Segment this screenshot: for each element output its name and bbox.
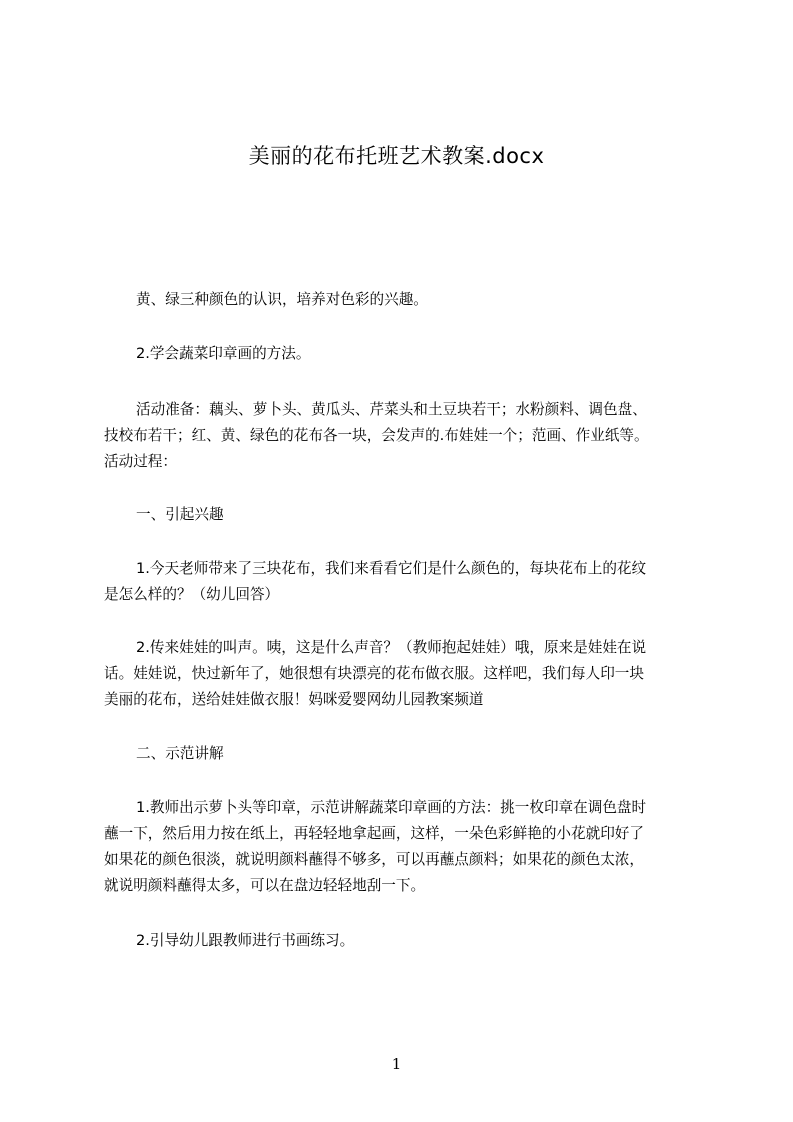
text-line: 是怎么样的？（幼儿回答） bbox=[104, 586, 280, 603]
section-heading-demonstration bbox=[104, 741, 704, 767]
text-line: 如果花的颜色很淡，就说明颜料蘸得不够多，可以再蘸点颜料；如果花的颜色太浓， bbox=[104, 851, 644, 868]
text-line: 美丽的花布，送给娃娃做衣服！妈咪爱婴网幼儿园教案频道 bbox=[104, 691, 484, 708]
text-line: 活动过程： bbox=[104, 453, 177, 470]
paragraph-step-1-1 bbox=[104, 556, 704, 608]
text-line: 2.学会蔬菜印章画的方法。 bbox=[136, 345, 311, 362]
paragraph-preparation bbox=[104, 397, 704, 475]
paragraph-step-2-2 bbox=[104, 928, 704, 954]
page-number: 1 bbox=[391, 1055, 402, 1073]
document-title: 美丽的花布托班艺术教案.docx bbox=[248, 144, 545, 168]
text-line: 1.教师出示萝卜头等印章，示范讲解蔬菜印章画的方法：挑一枚印章在调色盘时 bbox=[136, 799, 647, 816]
text-line: 蘸一下，然后用力按在纸上，再轻轻地拿起画，这样，一朵色彩鲜艳的小花就印好了 bbox=[104, 825, 644, 842]
text-line: 1.今天老师带来了三块花布，我们来看看它们是什么颜色的，每块花布上的花纹 bbox=[136, 560, 647, 577]
text-line: 技校布若干；红、黄、绿色的花布各一块，会发声的.布娃娃一个；范画、作业纸等。 bbox=[104, 427, 649, 444]
text-line: 话。娃娃说，快过新年了，她很想有块漂亮的花布做衣服。这样吧，我们每人印一块 bbox=[104, 665, 644, 682]
text-line: 一、引起兴趣 bbox=[136, 506, 224, 523]
text-line: 就说明颜料蘸得太多，可以在盘边轻轻地刮一下。 bbox=[104, 877, 426, 894]
paragraph-step-1-2 bbox=[104, 635, 704, 713]
section-heading-interest bbox=[104, 502, 704, 528]
text-line: 活动准备：藕头、萝卜头、黄瓜头、芹菜头和土豆块若干；水粉颜料、调色盘、 bbox=[136, 401, 647, 418]
text-line: 2.引导幼儿跟教师进行书画练习。 bbox=[136, 932, 355, 949]
paragraph-color-interest bbox=[104, 287, 704, 313]
text-line: 二、示范讲解 bbox=[136, 745, 224, 762]
paragraph-goal-2 bbox=[104, 341, 704, 367]
text-line: 2.传来娃娃的叫声。咦，这是什么声音？（教师抱起娃娃）哦，原来是娃娃在说 bbox=[136, 639, 647, 656]
paragraph-step-2-1 bbox=[104, 795, 704, 899]
text-line: 黄、绿三种颜色的认识，培养对色彩的兴趣。 bbox=[136, 291, 428, 308]
